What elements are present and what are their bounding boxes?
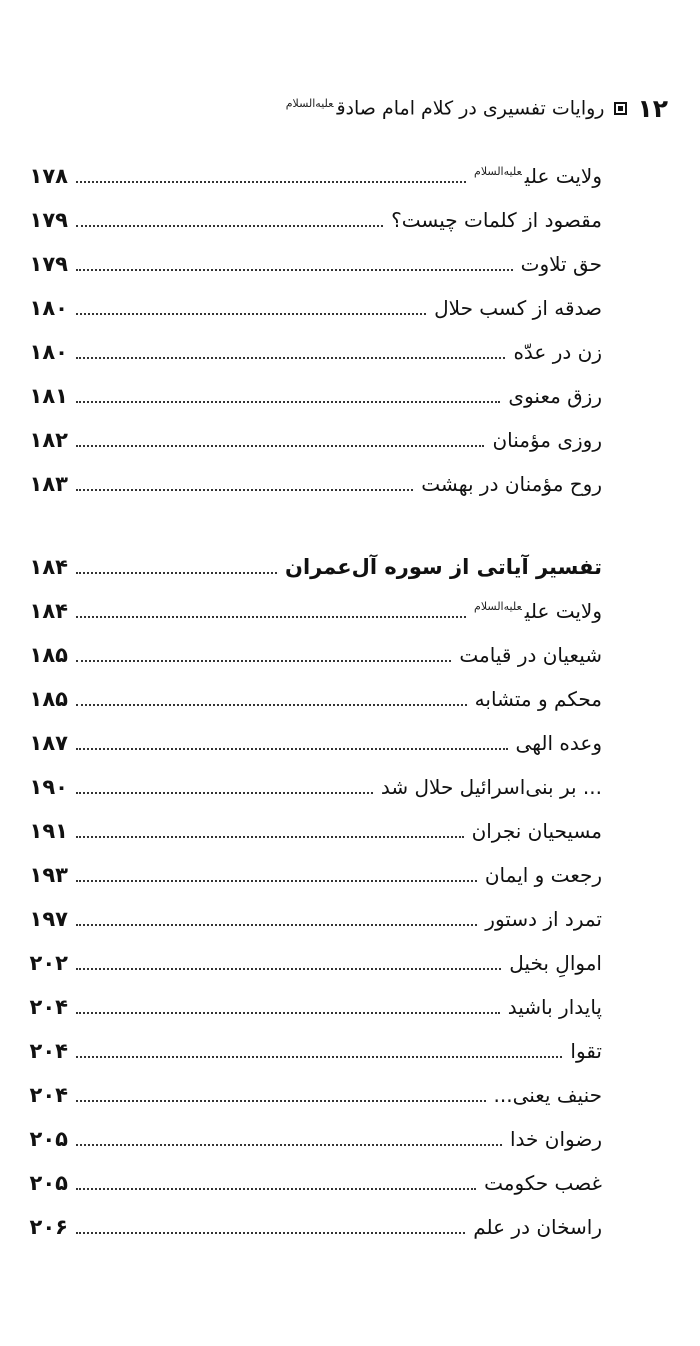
dot-leader (76, 968, 501, 970)
toc-page-number: ۱۹۰ (29, 775, 68, 799)
toc-entry[interactable] (29, 633, 602, 677)
toc-entry-title (285, 555, 602, 579)
toc-entry-title-text: تقوا (570, 1039, 602, 1063)
toc-entry-title (474, 599, 602, 623)
toc-entry-title (508, 995, 602, 1019)
toc-page-number: ۱۸۴ (29, 599, 68, 623)
toc-entry-title (516, 731, 602, 755)
toc-entry[interactable] (29, 242, 602, 286)
toc-page-number: ۱۸۴ (29, 555, 68, 579)
toc-entry[interactable] (29, 721, 602, 765)
toc-page-number: ۱۹۱ (29, 819, 68, 843)
toc-page-number: ۱۸۱ (29, 384, 68, 408)
toc-page-number: ۲۰۴ (29, 1083, 68, 1107)
toc-entry-title-text: ولایت علی (524, 164, 602, 188)
toc-entry[interactable] (29, 985, 602, 1029)
toc-entry-title-text: راسخان در علم (473, 1215, 602, 1239)
toc-entry-title-text: رزق معنوی (508, 384, 602, 408)
toc-page-number: ۲۰۵ (29, 1127, 68, 1151)
toc-entry-title-text: پایدار باشید (507, 995, 602, 1019)
dot-leader (76, 313, 426, 315)
toc-page-number: ۱۸۰ (29, 296, 68, 320)
toc-page-number: ۲۰۲ (29, 951, 68, 975)
toc-entry-title-text: وعده الهی (515, 731, 602, 755)
toc-entry-title-text: حنیف یعنی... (493, 1083, 602, 1107)
toc-entry-title (421, 472, 602, 496)
dot-leader (76, 748, 508, 750)
toc-entry-title (485, 907, 602, 931)
toc-entry[interactable] (29, 330, 602, 374)
toc-entry[interactable] (29, 941, 602, 985)
toc-entry-title-text: ... بر بنی‌اسرائیل حلال شد (380, 775, 602, 799)
dot-leader (76, 225, 383, 227)
toc-entry-title-text: مقصود از کلمات چیست؟ (391, 208, 602, 232)
toc-entry-title (521, 252, 602, 276)
toc-entry[interactable] (29, 677, 602, 721)
toc-entry[interactable] (29, 765, 602, 809)
dot-leader (76, 445, 484, 447)
toc-entry[interactable] (29, 198, 602, 242)
toc-entry-title-text: ولایت علی (524, 599, 602, 623)
toc-entry[interactable] (29, 462, 602, 506)
dot-leader (76, 836, 464, 838)
honorific-mark: علیه‌السلام (474, 165, 522, 179)
dot-leader (76, 572, 277, 574)
dot-leader (76, 616, 466, 618)
toc-entry[interactable] (29, 897, 602, 941)
toc-entry[interactable] (29, 418, 602, 462)
toc-entry-title (434, 296, 602, 320)
toc-entry[interactable] (29, 1029, 602, 1073)
toc-entry-title (484, 1171, 602, 1195)
toc-page-number: ۱۸۵ (29, 687, 68, 711)
toc-page-number: ۱۷۸ (29, 164, 68, 188)
toc-page-number: ۱۷۹ (29, 252, 68, 276)
honorific-mark: علیه‌السلام (285, 96, 334, 110)
dot-leader (76, 1100, 486, 1102)
toc-entry[interactable] (29, 1205, 602, 1249)
toc-section-heading[interactable] (29, 545, 602, 589)
toc-entry-title-text: غصب حکومت (484, 1171, 602, 1195)
toc-page-number: ۲۰۵ (29, 1171, 68, 1195)
toc-entry-title-text: روزی مؤمنان (492, 428, 602, 452)
toc-page-number: ۱۸۵ (29, 643, 68, 667)
toc-page-number: ۲۰۶ (29, 1215, 68, 1239)
toc-entry-title (473, 1215, 602, 1239)
toc-entry[interactable] (29, 809, 602, 853)
toc-page-number: ۱۹۷ (29, 907, 68, 931)
toc-page-number: ۱۸۲ (29, 428, 68, 452)
dot-leader (76, 1012, 500, 1014)
toc-entry-title-text: تفسیر آیاتی از سوره آل‌عمران (285, 555, 602, 579)
dot-leader (76, 924, 477, 926)
toc-entry[interactable] (29, 589, 602, 633)
toc-entry-title-text: حق تلاوت (520, 252, 602, 276)
toc-entry-title (391, 208, 602, 232)
toc-entry-title-text: مسیحیان نجران (471, 819, 602, 843)
toc-entry[interactable] (29, 1161, 602, 1205)
honorific-mark: علیه‌السلام (474, 600, 522, 614)
dot-leader (76, 401, 500, 403)
toc-entry-title-text: روح مؤمنان در بهشت (421, 472, 602, 496)
toc-entry-title (570, 1039, 602, 1063)
toc-entry[interactable] (29, 1117, 602, 1161)
toc-page-number: ۲۰۴ (29, 995, 68, 1019)
toc-page-number: ۱۷۹ (29, 208, 68, 232)
toc-entry-title (472, 819, 602, 843)
dot-leader (76, 792, 373, 794)
toc-entry[interactable] (29, 286, 602, 330)
dot-leader (76, 489, 413, 491)
toc-entry[interactable] (29, 154, 602, 198)
toc-entry-title (474, 164, 602, 188)
dot-leader (76, 1056, 562, 1058)
toc-entry-title (494, 1083, 603, 1107)
toc-entry-title (485, 863, 602, 887)
toc-page-number: ۱۸۰ (29, 340, 68, 364)
toc-entry-title (508, 384, 602, 408)
dot-leader (76, 181, 466, 183)
toc-page-number: ۱۸۳ (29, 472, 68, 496)
toc-entry-title-text: اموالِ بخیل (509, 951, 602, 975)
dot-leader (76, 704, 467, 706)
toc-page-number: ۱۹۳ (29, 863, 68, 887)
toc-page-number: ۱۸۷ (29, 731, 68, 755)
dot-leader (76, 1188, 476, 1190)
toc-entry-title-text: رجعت و ایمان (484, 863, 602, 887)
toc-entry[interactable] (29, 853, 602, 897)
toc-entry-title (509, 951, 602, 975)
square-bullet-icon (614, 102, 627, 115)
dot-leader (76, 660, 451, 662)
toc-entry-title-text: رضوان خدا (510, 1127, 602, 1151)
toc-entry[interactable] (29, 1073, 602, 1117)
dot-leader (76, 269, 513, 271)
dot-leader (76, 1144, 502, 1146)
toc-entry-title-text: تمرد از دستور (485, 907, 602, 931)
toc-entry-title (381, 775, 602, 799)
toc-entry[interactable] (29, 374, 602, 418)
toc-entry-title (513, 340, 602, 364)
toc-entry-title (510, 1127, 602, 1151)
toc-entry-title (492, 428, 602, 452)
toc-entry-title (475, 687, 602, 711)
toc-entry-title-text: زن در عدّه (513, 340, 602, 364)
page-number: ۱۲ (637, 93, 668, 123)
dot-leader (76, 1232, 465, 1234)
toc-entry-title-text: شیعیان در قیامت (459, 643, 602, 667)
toc-entry-title (459, 643, 602, 667)
running-title-text: روایات تفسیری در کلام امام صادق (336, 97, 605, 120)
toc-page-number: ۲۰۴ (29, 1039, 68, 1063)
dot-leader (76, 357, 505, 359)
toc-entry-title-text: محکم و متشابه (474, 687, 602, 711)
dot-leader (76, 880, 477, 882)
toc-entry-title-text: صدقه از کسب حلال (434, 296, 602, 320)
table-of-contents (29, 0, 605, 1346)
